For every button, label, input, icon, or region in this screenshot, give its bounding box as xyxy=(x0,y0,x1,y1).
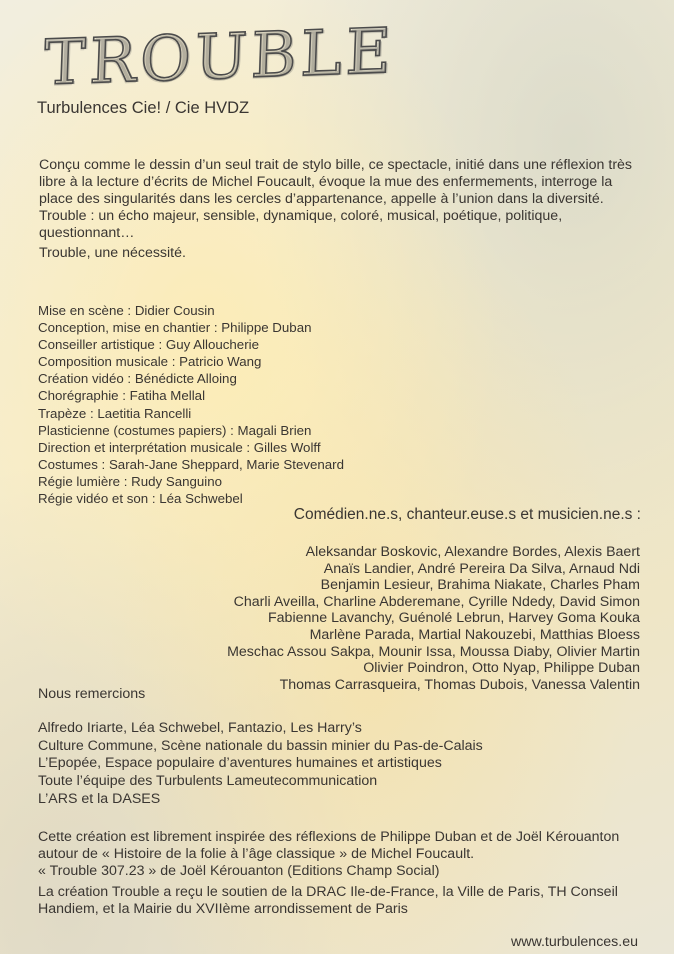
credit-line: Plasticienne (costumes papiers) : Magali Brien xyxy=(38,422,312,438)
tagline: Trouble, une nécessité. xyxy=(39,245,186,261)
credit-line: Mise en scène : Didier Cousin xyxy=(38,303,215,318)
thanks-title: Nous remercions xyxy=(38,686,146,702)
credit-line: Création vidéo : Bénédicte Alloing xyxy=(38,371,237,387)
credit-line: Régie vidéo et son : Léa Schwebel xyxy=(38,491,243,507)
credit-line: Costumes : Sarah-Jane Sheppard, Marie Stevenard xyxy=(38,456,344,472)
support-text: La création Trouble a reçu le soutien de la DRAC Ile-de-France, la Ville de Paris, TH Conseil Handiem, et la Mairie du XVIIème arrondissement de Paris xyxy=(38,884,618,918)
credit-line: Conception, mise en chantier : Philippe Duban xyxy=(38,320,312,336)
cast-line: Benjamin Lesieur, Brahima Niakate, Charles Pham xyxy=(320,577,640,594)
cast-line: Fabienne Lavanchy, Guénolé Lebrun, Harvey Goma Kouka xyxy=(268,610,640,627)
cast-line: Meschac Assou Sakpa, Mounir Issa, Moussa Diaby, Olivier Martin xyxy=(227,643,640,660)
thanks-line: L’ARS et la DASES xyxy=(38,790,161,807)
credit-line: Direction et interprétation musicale : Gilles Wolff xyxy=(38,439,321,455)
inspiration-line: autour de « Histoire de la folie à l’âge classique » de Michel Foucault. xyxy=(38,846,475,863)
inspiration-line: Cette création est librement inspirée des réflexions de Philippe Duban et de Joël Kérouanton xyxy=(38,829,620,845)
support-note xyxy=(38,884,648,918)
cast-line: Thomas Carrasqueira, Thomas Dubois, Vanessa Valentin xyxy=(279,676,640,693)
cast-line: Anaïs Landier, André Pereira Da Silva, Arnaud Ndi xyxy=(323,560,640,577)
thanks-line: Toute l’équipe des Turbulents Lameutecommunication xyxy=(38,773,378,790)
cast-line: Charli Aveilla, Charline Abderemane, Cyrille Ndedy, David Simon xyxy=(233,593,640,610)
credits-list xyxy=(38,302,344,507)
inspiration-note xyxy=(38,829,619,881)
cast-line: Olivier Poindron, Otto Nyap, Philippe Duban xyxy=(363,660,640,677)
cast-line: Marlène Parada, Martial Nakouzebi, Matthias Bloess xyxy=(309,626,640,643)
credit-line: Trapèze : Laetitia Rancelli xyxy=(38,405,192,421)
website-link[interactable]: www.turbulences.eu xyxy=(511,934,638,950)
credit-line: Conseiller artistique : Guy Alloucherie xyxy=(38,337,259,353)
cast-heading: Comédien.ne.s, chanteur.euse.s et musicien.ne.s : xyxy=(293,506,641,523)
credit-line: Composition musicale : Patricio Wang xyxy=(38,354,262,370)
intro-paragraph xyxy=(39,157,639,242)
cast-list xyxy=(227,544,640,693)
company-name: Turbulences Cie! / Cie HVDZ xyxy=(37,99,250,117)
cast-line: Aleksandar Boskovic, Alexandre Bordes, Alexis Baert xyxy=(305,544,640,560)
trouble-logo xyxy=(42,13,397,100)
intro-text: Conçu comme le dessin d’un seul trait de stylo bille, ce spectacle, initié dans une réflexion très libre à la lecture d’écrits de Michel Foucault, évoque la mue des enfermements, interroge la place des singularités dans les cercles d’appartenance, appelle à l’union dans la diversité. Trouble : un écho majeur, sensible, dynamique, coloré, musical, poétique, politique, questionnant… xyxy=(39,157,633,241)
inspiration-line: « Trouble 307.23 » de Joël Kérouanton (Editions Champ Social) xyxy=(38,863,440,880)
thanks-line: Culture Commune, Scène nationale du bassin minier du Pas-de-Calais xyxy=(38,737,483,754)
credit-line: Chorégraphie : Fatiha Mellal xyxy=(38,388,206,404)
thanks-list xyxy=(38,720,483,809)
credit-line: Régie lumière : Rudy Sanguino xyxy=(38,473,223,489)
thanks-line: L’Epopée, Espace populaire d’aventures humaines et artistiques xyxy=(38,755,442,772)
thanks-line: Alfredo Iriarte, Léa Schwebel, Fantazio, Les Harry’s xyxy=(38,720,362,736)
logo-title: TROUBLE xyxy=(42,13,397,100)
